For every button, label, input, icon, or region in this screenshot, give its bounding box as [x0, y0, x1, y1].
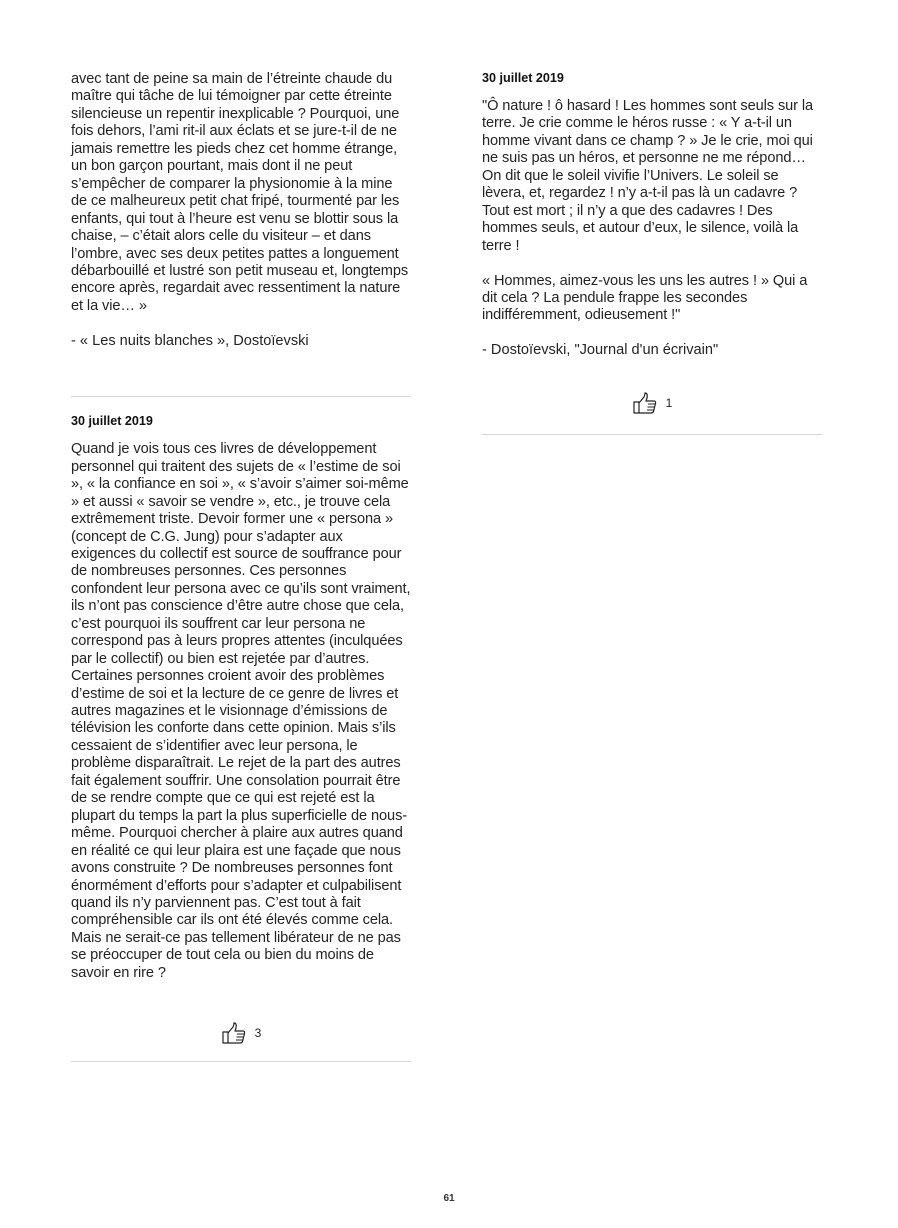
entry-paragraph-2: « Hommes, aimez-vous les uns les autres ! » Qui a dit cela ? La pendule frappe les secondes indifféremment, odieusement !"	[482, 272, 808, 324]
entry-date: 30 juillet 2019	[71, 414, 153, 429]
like-control[interactable]	[482, 390, 822, 416]
like-control[interactable]	[71, 1020, 411, 1046]
thumbs-up-icon[interactable]	[221, 1020, 247, 1046]
entry-source: - « Les nuits blanches », Dostoïevski	[71, 332, 309, 349]
like-count: 3	[254, 1026, 262, 1041]
entry-continued-text: avec tant de peine sa main de l’étreinte chaude du maître qui tâche de lui témoigner par cette étreinte silencieuse un repentir inexplicable ? Pourquoi, une fois dehors, l’ami rit-il aux éclats et se jure-t-il de ne jamais remettre les pieds chez cet homme étrange, un bon garçon pourtant, mais dont il ne peut s’empêcher de comparer la physionomie à la mine de ce malheureux petit chat fripé, tourmenté par les enfants, qui tout à l’heure est venu se blottir sous la chaise, – c’était alors celle du visiteur – et dans l’ombre, avec ses deux petites pattes a longuement débarbouillé et lustré son petit museau et, longtemps encore après, regardait avec ressentiment la nature et la vie… »	[71, 71, 409, 314]
like-count: 1	[665, 395, 673, 410]
entry-text: Quand je vois tous ces livres de développement personnel qui traitent des sujets de « l’estime de soi », « la confiance en soi », « s’avoir s’aimer soi-même » et aussi « savoir se vendre », etc., je trouve cela extrêmement triste. Devoir former une « persona » (concept de C.G. Jung) pour s’adapter aux exigences du collectif est source de souffrance pour de nombreuses personnes. Ces personnes confondent leur persona avec ce qu’ils sont vraiment, ils n’ont pas conscience d’être autre chose que cela, c’est pourquoi ils souffrent car leur persona ne correspond pas à leurs propres attentes (inculquées par le collectif) ou bien est rejetée par d’autres. Certaines personnes croient avoir des problèmes d’estime de soi et la lecture de ce genre de livres et autres magazines et le visionnage d’émissions de télévision les conforte dans cette opinion. Mais s’ils cessaient de s’identifier avec leur persona, le problème disparaîtrait. Le rejet de la part des autres fait également souffrir. Une consolation pourrait être de se rendre compte que ce qui est rejeté est la plupart du temps la part la plus superficielle de nous-même. Pourquoi chercher à plaire aux autres quand en réalité ce qui leur plaira est une façade que nous avons construite ? De nombreuses personnes font énormément d’efforts pour s’adapter et culpabilisent quand ils n’y parviennent pas. C’est tout à fait compréhensible car ils ont été élevés comme cela. Mais ne serait-ce pas tellement libérateur de ne pas se préoccuper de tout cela ou bien du moins de savoir en rire ?	[71, 441, 411, 981]
divider	[71, 1061, 411, 1062]
entry-paragraph-1: "Ô nature ! ô hasard ! Les hommes sont seuls sur la terre. Je crie comme le héros russe : « Y a-t-il un homme vivant dans ce champ ? » Je le crie, moi qui ne suis pas un héros, et personne ne me répond… On dit que le soleil vivifie l’Univers. Le soleil se lèvera, et, regardez ! n’y a-t-il pas là un cadavre ? Tout est mort ; il n’y a que des cadavres ! Des hommes seuls, et autour d’eux, le silence, voilà la terre !	[482, 98, 814, 254]
divider	[482, 434, 822, 435]
left-column	[71, 71, 411, 1062]
thumbs-up-icon[interactable]	[632, 390, 658, 416]
right-column	[482, 71, 822, 435]
entry-source: - Dostoïevski, "Journal d'un écrivain"	[482, 342, 719, 359]
entry-date: 30 juillet 2019	[482, 71, 564, 85]
page-number: 61	[443, 1193, 455, 1204]
